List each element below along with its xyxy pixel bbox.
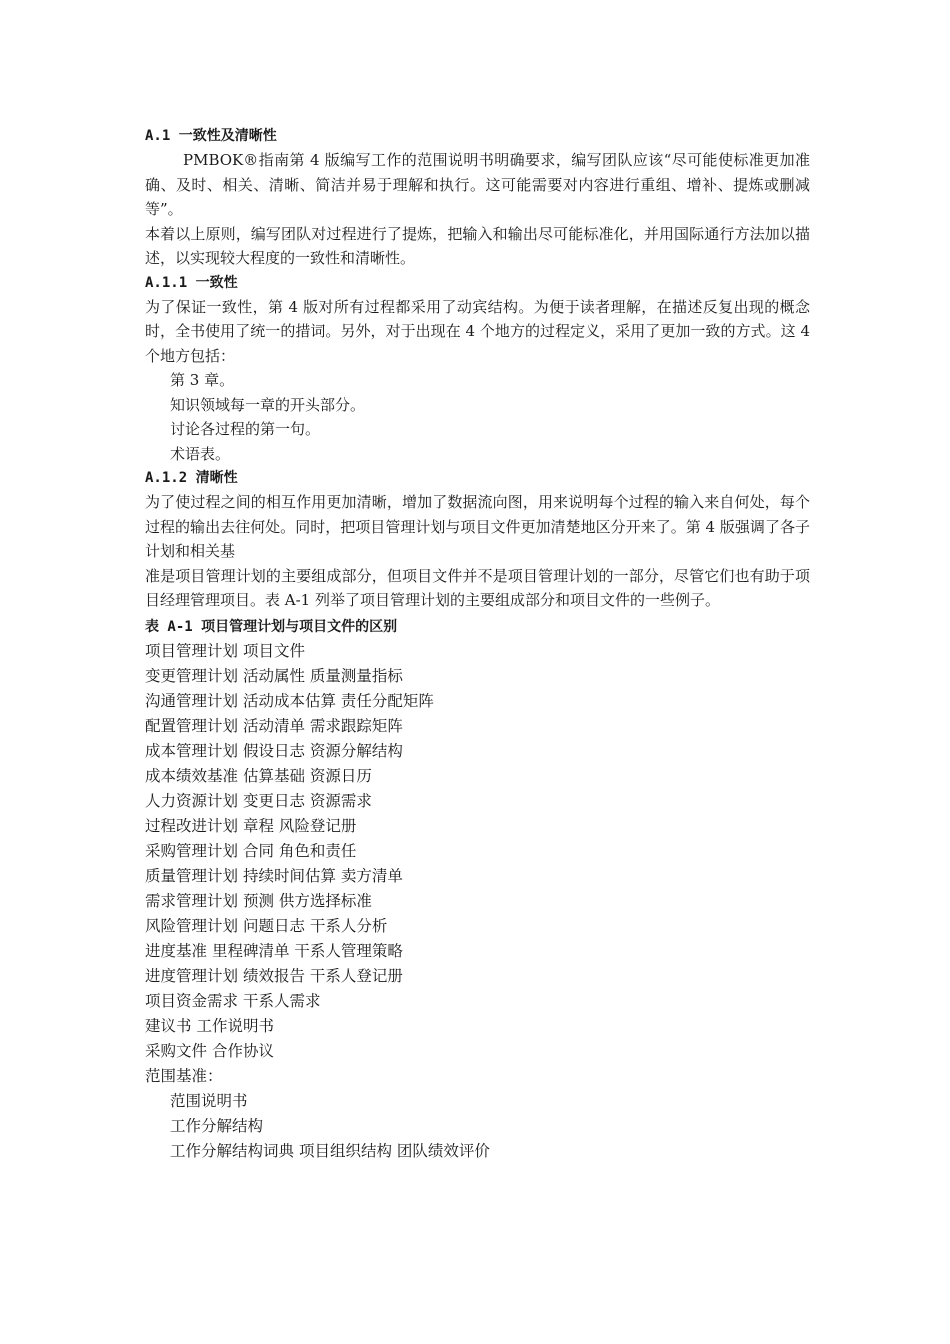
table-cell: 进度管理计划 — [145, 966, 239, 985]
table-cell: 工作说明书 — [196, 1016, 274, 1035]
table-row — [145, 764, 810, 789]
paragraph-a1-principle: 本着以上原则，编写团队对过程进行了提炼，把输入和输出尽可能标准化，并用国际通行方法加以描述，以实现较大程度的一致性和清晰性。 — [145, 224, 810, 267]
table-cell: 需求跟踪矩阵 — [309, 716, 403, 735]
table-cell: 工作分解结构词典 — [170, 1141, 295, 1160]
table-cell: 质量测量指标 — [309, 666, 403, 685]
table-cell: 预测 — [242, 891, 274, 910]
table-row — [145, 1114, 810, 1139]
table-cell: 问题日志 — [242, 916, 305, 935]
table-cell: 干系人管理策略 — [294, 941, 403, 960]
list-item: 知识领域每一章的开头部分。 — [170, 395, 366, 414]
table-cell: 持续时间估算 — [242, 866, 336, 885]
table-cell: 沟通管理计划 — [145, 691, 239, 710]
table-cell: 干系人需求 — [242, 991, 321, 1010]
table-cell: 成本绩效基准 — [145, 766, 239, 785]
table-cell: 合同 — [242, 841, 274, 860]
table-cell: 团队绩效评价 — [396, 1141, 490, 1160]
table-row — [145, 889, 810, 914]
table-cell: 章程 — [242, 816, 274, 835]
table-row — [145, 939, 810, 964]
table-row — [145, 914, 810, 939]
table-row — [145, 989, 810, 1014]
table-cell: 假设日志 — [242, 741, 305, 760]
table-cell: 范围基准： — [145, 1066, 223, 1085]
table-cell: 项目管理计划 — [145, 641, 239, 660]
table-cell: 项目资金需求 — [145, 991, 239, 1010]
table-cell: 过程改进计划 — [145, 816, 239, 835]
table-cell: 干系人登记册 — [309, 966, 403, 985]
table-cell: 活动成本估算 — [242, 691, 336, 710]
table-cell: 质量管理计划 — [145, 866, 239, 885]
paragraph-a12-clarity: 为了使过程之间的相互作用更加清晰，增加了数据流向图，用来说明每个过程的输入来自何处，每个过程的输出去往何处。同时，把项目管理计划与项目文件更加清楚地区分开来了。第 4 版强调了各子计划和相关基 — [145, 493, 810, 560]
table-cell: 干系人分析 — [309, 916, 388, 935]
table-cell: 供方选择标准 — [278, 891, 372, 910]
table-row — [145, 1139, 810, 1164]
table-cell: 里程碑清单 — [211, 941, 290, 960]
table-cell: 配置管理计划 — [145, 716, 239, 735]
table-cell: 采购文件 — [145, 1041, 208, 1060]
table-row — [145, 664, 810, 689]
table-row — [145, 714, 810, 739]
table-row — [145, 1089, 810, 1114]
table-row — [145, 964, 810, 989]
list-item: 术语表。 — [170, 444, 231, 463]
table-cell: 绩效报告 — [242, 966, 305, 985]
table-cell: 责任分配矩阵 — [340, 691, 434, 710]
table-row — [145, 864, 810, 889]
paragraph-a12-plan-vs-docs: 准是项目管理计划的主要组成部分，但项目文件并不是项目管理计划的一部分，尽管它们也有助于项目经理管理项目。表 A-1 列举了项目管理计划的主要组成部分和项目文件的一些例子。 — [145, 566, 810, 609]
table-cell: 资源分解结构 — [309, 741, 403, 760]
table-cell: 建议书 — [145, 1016, 192, 1035]
table-cell: 风险管理计划 — [145, 916, 239, 935]
table-row — [145, 1064, 810, 1089]
section-heading-a12: A.1.2 清晰性 — [145, 470, 238, 486]
table-row — [145, 789, 810, 814]
table-cell: 工作分解结构 — [170, 1116, 264, 1135]
table-cell: 角色和责任 — [278, 841, 357, 860]
table-cell: 成本管理计划 — [145, 741, 239, 760]
table-cell: 活动清单 — [242, 716, 305, 735]
table-cell: 人力资源计划 — [145, 791, 239, 810]
table-cell: 项目组织结构 — [298, 1141, 392, 1160]
table-cell: 卖方清单 — [340, 866, 403, 885]
table-cell: 采购管理计划 — [145, 841, 239, 860]
table-cell: 项目文件 — [242, 641, 305, 660]
table-row — [145, 839, 810, 864]
document-page — [145, 124, 810, 1164]
paragraph-a11-consistency: 为了保证一致性，第 4 版对所有过程都采用了动宾结构。为便于读者理解，在描述反复出现的概念时，全书使用了统一的措词。另外，对于出现在 4 个地方的过程定义，采用了更加一致的方式。这 4 个地方包括： — [145, 297, 810, 365]
table-row — [145, 689, 810, 714]
table-cell: 估算基础 — [242, 766, 305, 785]
table-cell: 变更日志 — [242, 791, 305, 810]
paragraph-a1-scope: PMBOK®指南第 4 版编写工作的范围说明书明确要求，编写团队应该“尽可能使标准更加准确、及时、相关、清晰、简洁并易于理解和执行。这可能需要对内容进行重组、增补、提炼或删减等”。 — [145, 151, 810, 218]
list-item: 讨论各过程的第一句。 — [170, 420, 321, 438]
table-cell: 风险登记册 — [278, 816, 357, 835]
table-a1-sub-items — [145, 1089, 810, 1164]
table-row — [145, 1014, 810, 1039]
table-cell: 变更管理计划 — [145, 666, 239, 685]
table-cell: 资源需求 — [309, 791, 372, 810]
table-title: 表 A-1 项目管理计划与项目文件的区别 — [145, 618, 398, 635]
table-cell: 范围说明书 — [170, 1091, 248, 1110]
table-cell: 需求管理计划 — [145, 891, 239, 910]
table-row — [145, 1039, 810, 1064]
section-heading-a11: A.1.1 一致性 — [145, 274, 238, 291]
section-heading-a1: A.1 一致性及清晰性 — [145, 128, 277, 144]
list-item: 第 3 章。 — [170, 371, 235, 389]
table-cell: 资源日历 — [309, 766, 372, 785]
table-cell: 活动属性 — [242, 666, 305, 685]
table-cell: 合作协议 — [211, 1041, 274, 1060]
table-row — [145, 739, 810, 764]
table-cell: 进度基准 — [145, 941, 208, 960]
table-row — [145, 639, 810, 664]
table-a1 — [145, 639, 810, 1089]
table-row — [145, 814, 810, 839]
